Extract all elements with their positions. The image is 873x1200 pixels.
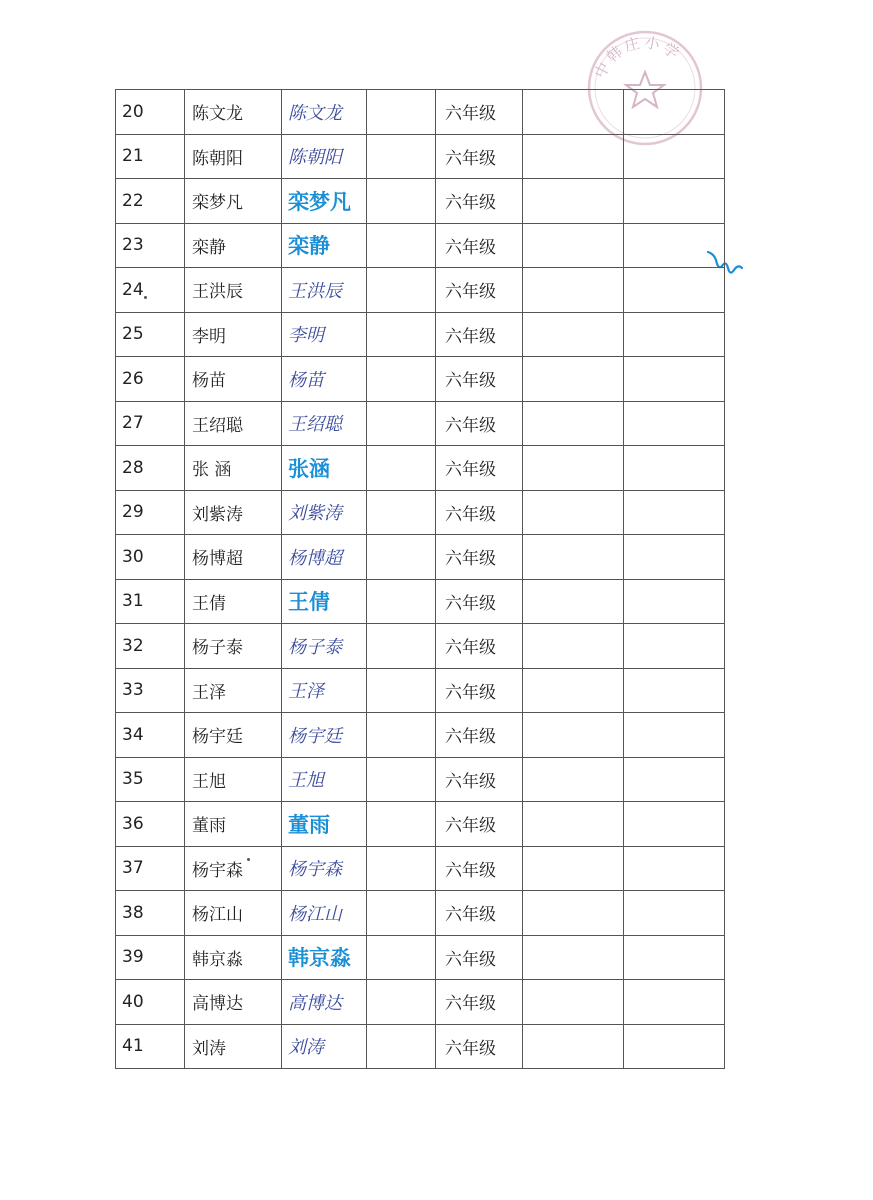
roster-body [116,90,725,1069]
signature-cell [282,90,367,135]
table-row [116,312,725,357]
handwritten-signature: 王绍聪 [288,414,342,436]
student-name: 王倩 [185,579,282,624]
blank-cell [523,846,624,891]
table-row [116,223,725,268]
handwritten-signature: 董雨 [288,812,330,837]
blank-cell [624,624,725,669]
row-number: 30 [116,535,185,580]
student-name: 杨宇廷 [185,713,282,758]
blank-cell [624,490,725,535]
table-row [116,535,725,580]
seal-lettering: 中韩庄小学 [590,33,685,81]
blank-cell [367,668,436,713]
table-row [116,624,725,669]
row-number: 37 [116,846,185,891]
student-name: 杨博超 [185,535,282,580]
handwritten-signature: 栾静 [288,234,330,259]
row-number: 40 [116,980,185,1025]
blank-cell [367,1024,436,1069]
blank-cell [367,312,436,357]
grade-cell: 六年级 [436,401,523,446]
blank-cell [523,179,624,224]
blank-cell [624,935,725,980]
grade-cell: 六年级 [436,713,523,758]
student-name: 董雨 [185,802,282,847]
handwritten-signature: 高博达 [288,992,342,1014]
grade-cell: 六年级 [436,357,523,402]
table-row [116,1024,725,1069]
blank-cell [624,579,725,624]
student-name: 刘涛 [185,1024,282,1069]
blank-cell [624,757,725,802]
blank-cell [624,268,725,313]
student-name: 杨宇森 [185,846,282,891]
handwritten-signature: 杨苗 [288,369,324,391]
blank-cell [523,624,624,669]
blank-cell [523,134,624,179]
table-row [116,401,725,446]
student-name: 王旭 [185,757,282,802]
table-row [116,668,725,713]
blank-cell [624,980,725,1025]
signature-cell [282,179,367,224]
signature-cell [282,134,367,179]
handwritten-signature: 王洪辰 [288,280,342,302]
row-number: 28 [116,446,185,491]
blank-cell [523,668,624,713]
blank-cell [523,223,624,268]
blank-cell [367,935,436,980]
grade-cell: 六年级 [436,579,523,624]
table-row [116,802,725,847]
handwritten-signature: 栾梦凡 [288,189,351,214]
handwritten-signature: 王倩 [288,590,330,615]
grade-cell: 六年级 [436,1024,523,1069]
student-name: 高博达 [185,980,282,1025]
signature-cell [282,579,367,624]
blank-cell [624,179,725,224]
blank-cell [367,401,436,446]
signature-cell [282,1024,367,1069]
grade-cell: 六年级 [436,802,523,847]
blank-cell [624,1024,725,1069]
row-number: 36 [116,802,185,847]
blank-cell [523,446,624,491]
row-number: 29 [116,490,185,535]
row-number: 38 [116,891,185,936]
blank-cell [523,490,624,535]
blank-cell [624,891,725,936]
blank-cell [523,1024,624,1069]
blank-cell [367,357,436,402]
handwritten-signature: 张涵 [288,456,330,481]
handwritten-signature: 韩京淼 [288,946,351,971]
signature-cell [282,535,367,580]
student-name: 栾梦凡 [185,179,282,224]
row-number: 41 [116,1024,185,1069]
signature-cell [282,846,367,891]
table-row [116,980,725,1025]
table-row [116,357,725,402]
blank-cell [624,446,725,491]
signature-cell [282,490,367,535]
row-number: 33 [116,668,185,713]
handwritten-signature: 王旭 [288,770,324,792]
grade-cell: 六年级 [436,312,523,357]
student-name: 韩京淼 [185,935,282,980]
blank-cell [523,535,624,580]
blank-cell [523,802,624,847]
student-name: 杨苗 [185,357,282,402]
blank-cell [523,980,624,1025]
grade-cell: 六年级 [436,134,523,179]
table-row [116,713,725,758]
student-name: 张 涵 [185,446,282,491]
blank-cell [367,268,436,313]
blank-cell [523,579,624,624]
blank-cell [367,757,436,802]
blank-cell [523,401,624,446]
grade-cell: 六年级 [436,535,523,580]
blank-cell [367,490,436,535]
handwritten-signature: 刘紫涛 [288,503,342,525]
blank-cell [367,535,436,580]
blank-cell [624,90,725,135]
signature-cell [282,713,367,758]
row-number: 25 [116,312,185,357]
blank-cell [624,535,725,580]
student-name: 王洪辰 [185,268,282,313]
blank-cell [624,713,725,758]
student-name: 陈文龙 [185,90,282,135]
blank-cell [367,802,436,847]
blank-cell [624,312,725,357]
handwritten-signature: 刘涛 [288,1037,324,1059]
grade-cell: 六年级 [436,935,523,980]
signature-cell [282,401,367,446]
blank-cell [624,802,725,847]
handwritten-signature: 杨江山 [288,903,342,925]
table-row [116,891,725,936]
handwritten-signature: 杨宇森 [288,859,342,881]
row-number: 20 [116,90,185,135]
row-number: 21 [116,134,185,179]
grade-cell: 六年级 [436,846,523,891]
row-number: 39 [116,935,185,980]
signature-cell [282,802,367,847]
blank-cell [367,90,436,135]
table-row [116,579,725,624]
signature-cell [282,980,367,1025]
blank-cell [624,223,725,268]
row-number: 22 [116,179,185,224]
grade-cell: 六年级 [436,668,523,713]
student-name: 栾静 [185,223,282,268]
handwritten-signature: 李明 [288,325,324,347]
handwritten-signature: 陈文龙 [288,102,342,124]
handwritten-signature: 陈朝阳 [288,147,342,169]
blank-cell [367,446,436,491]
signature-cell [282,935,367,980]
handwritten-signature: 杨子泰 [288,636,342,658]
signature-cell [282,446,367,491]
blank-cell [367,624,436,669]
grade-cell: 六年级 [436,223,523,268]
blank-cell [523,268,624,313]
blank-cell [367,134,436,179]
handwritten-signature: 杨博超 [288,547,342,569]
table-row [116,179,725,224]
table-row [116,490,725,535]
grade-cell: 六年级 [436,179,523,224]
signature-cell [282,668,367,713]
blank-cell [523,312,624,357]
blank-cell [523,891,624,936]
blank-cell [523,357,624,402]
blank-cell [367,713,436,758]
grade-cell: 六年级 [436,624,523,669]
blank-cell [367,891,436,936]
blank-cell [367,980,436,1025]
blank-cell [624,357,725,402]
student-name: 陈朝阳 [185,134,282,179]
blank-cell [367,179,436,224]
student-name: 杨江山 [185,891,282,936]
blank-cell [624,668,725,713]
table-row [116,935,725,980]
handwritten-signature: 王泽 [288,681,324,703]
blank-cell [367,579,436,624]
blank-cell [523,935,624,980]
grade-cell: 六年级 [436,268,523,313]
table-row [116,846,725,891]
blank-cell [523,757,624,802]
signature-cell [282,624,367,669]
student-name: 杨子泰 [185,624,282,669]
blank-cell [367,223,436,268]
blank-cell [624,401,725,446]
table-row [116,446,725,491]
row-number: 26 [116,357,185,402]
table-row [116,134,725,179]
row-number: 27 [116,401,185,446]
blank-cell [624,134,725,179]
signature-cell [282,223,367,268]
row-number: 23 [116,223,185,268]
grade-cell: 六年级 [436,490,523,535]
signature-cell [282,757,367,802]
blank-cell [523,90,624,135]
student-roster-table [115,89,725,1069]
table-row [116,268,725,313]
signature-cell [282,312,367,357]
table-row [116,757,725,802]
grade-cell: 六年级 [436,446,523,491]
student-name: 王绍聪 [185,401,282,446]
grade-cell: 六年级 [436,757,523,802]
signature-cell [282,357,367,402]
grade-cell: 六年级 [436,90,523,135]
student-name: 刘紫涛 [185,490,282,535]
student-name: 李明 [185,312,282,357]
student-name: 王泽 [185,668,282,713]
blank-cell [624,846,725,891]
blank-cell [523,713,624,758]
signature-cell [282,891,367,936]
row-number: 32 [116,624,185,669]
row-number: 35 [116,757,185,802]
row-number: 31 [116,579,185,624]
row-number: 34 [116,713,185,758]
grade-cell: 六年级 [436,891,523,936]
table-row [116,90,725,135]
blank-cell [367,846,436,891]
grade-cell: 六年级 [436,980,523,1025]
signature-cell [282,268,367,313]
handwritten-signature: 杨宇廷 [288,725,342,747]
svg-text:中韩庄小学 [591,33,685,81]
row-number: 24 [116,268,185,313]
